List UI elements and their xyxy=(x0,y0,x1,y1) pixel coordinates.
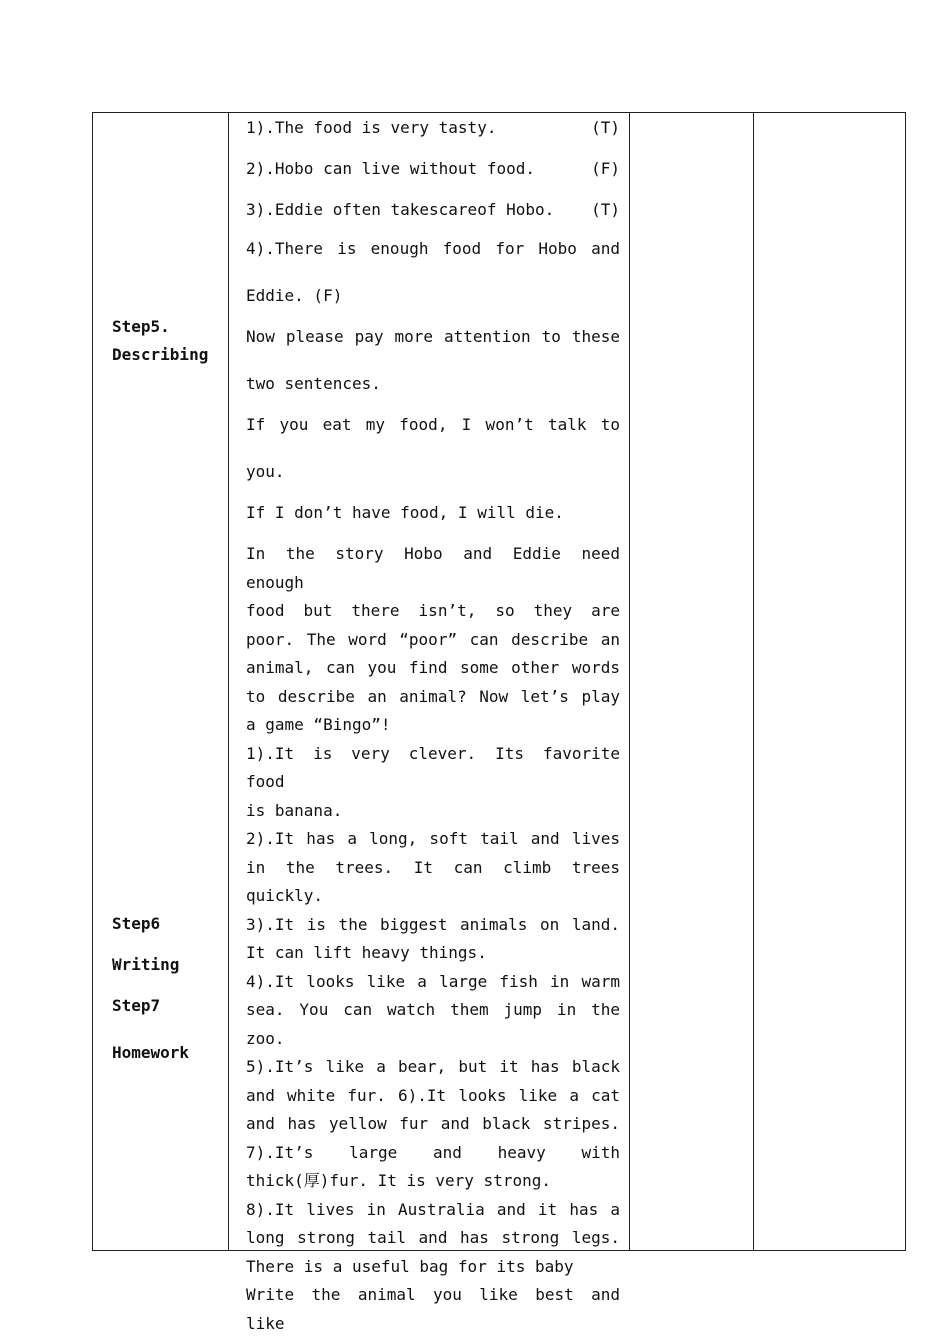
tf-item: 2).Hobo can live without food. (F) xyxy=(246,159,620,178)
step6-label: Step6 Writing xyxy=(112,914,180,974)
example-sentence-1: If you eat my food, I won’t talk to you. xyxy=(246,415,620,481)
column-divider xyxy=(228,113,229,1250)
step7-label: Step7 Homework xyxy=(112,996,190,1062)
step5-label: Step5. Describing xyxy=(112,317,209,364)
column-divider xyxy=(753,113,754,1250)
attention-note: Now please pay more attention to these two sentences. xyxy=(246,327,620,393)
tf-item: 3).Eddie often takescareof Hobo. (T) xyxy=(246,200,620,219)
bingo-text: In the story Hobo and Eddie need enough food but there isn’t, so they are poor. The word “poor” can describe an animal, can you find some other words to describe an animal? Now let’s play a game “Bingo”! 1).It is very clever. Its favorite food is banana. 2).It has a long, soft tail and lives in the trees. It can climb trees quickly. 3).It is the biggest animals on land. It can lift heavy things. 4).It looks like a large fish in warm sea. You can watch them jump in the zoo. 5).It’s like a bear, but it has black and white fur. 6).It looks like a cat and has yellow fur and black stripes. 7).It’s large and heavy with thick(厚)fur. It is very strong. 8).It lives in Australia and it has a long strong tail and has strong legs. There is a useful bag for its baby Write the animal you like best and like xyxy=(246,544,620,1333)
lesson-table xyxy=(92,112,906,1333)
tf-item: 1).The food is very tasty. (T) xyxy=(246,118,620,137)
tf-item-4: 4).There is enough food for Hobo and Eddie. (F) xyxy=(246,239,620,305)
column-divider xyxy=(629,113,630,1250)
example-sentence-2: If I don’t have food, I will die. xyxy=(246,503,564,522)
